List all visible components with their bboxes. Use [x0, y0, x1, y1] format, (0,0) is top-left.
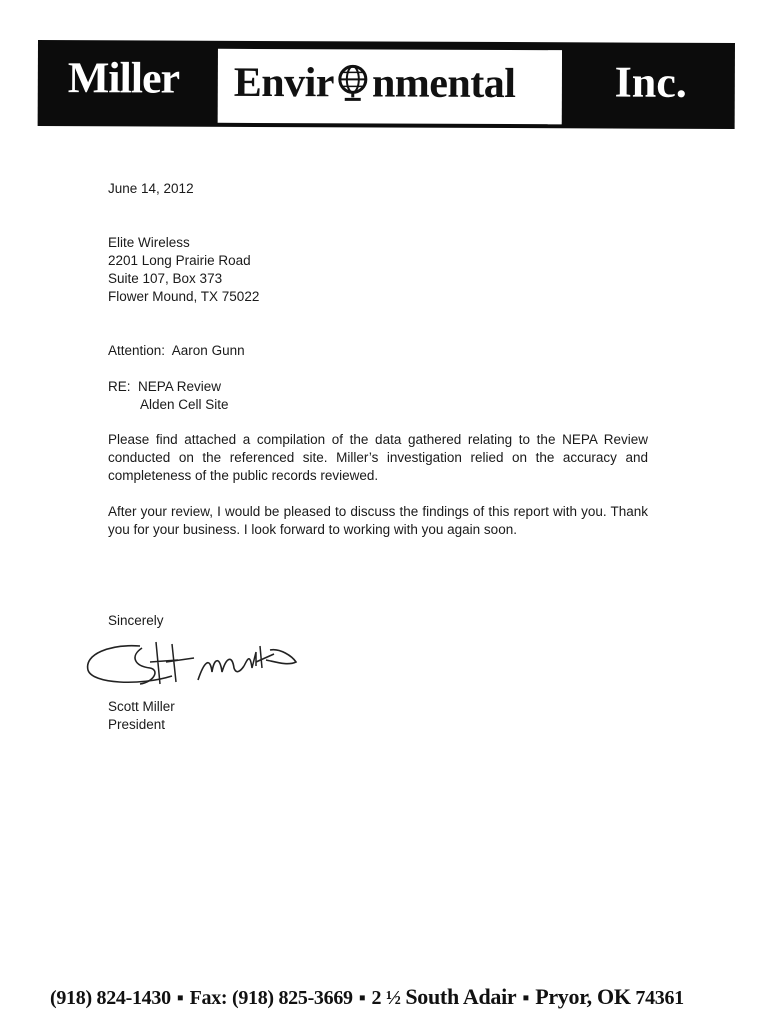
letterhead-inc: Inc.: [614, 57, 687, 107]
body-paragraph-2: After your review, I would be pleased to discuss the findings of this report with you. Thank you for your business. I look forward to working with you again soon.: [108, 504, 648, 537]
body-paragraph-1: Please find attached a compilation of the data gathered relating to the NEPA Review conducted on the referenced site. Miller’s investigation relied on the accuracy and completeness of the public records reviewed.: [108, 432, 648, 483]
separator-icon: ▪: [358, 987, 366, 1009]
letter-date: June 14, 2012: [108, 181, 194, 196]
re-site: Alden Cell Site: [140, 397, 229, 412]
letterhead-footer: [50, 984, 730, 1010]
footer-fax: Fax: (918) 825-3669: [189, 987, 353, 1009]
letterhead-middle-panel: [218, 49, 562, 125]
recipient-suite: Suite 107, Box 373: [108, 271, 223, 286]
footer-phone: (918) 824-1430: [50, 987, 171, 1009]
closing: Sincerely: [108, 613, 164, 628]
footer-zip: 74361: [635, 987, 684, 1009]
re-line: RE: NEPA Review: [108, 379, 222, 394]
footer-street: South Adair: [405, 984, 517, 1009]
footer-city: Pryor, OK: [535, 984, 631, 1009]
signer-name: Scott Miller: [108, 699, 175, 714]
recipient-city: Flower Mound, TX 75022: [108, 289, 260, 304]
separator-icon: ▪: [176, 987, 184, 1009]
signer-block: [108, 698, 175, 734]
attention-line: Attention: Aaron Gunn: [108, 343, 245, 358]
recipient-company: Elite Wireless: [108, 235, 190, 250]
separator-icon: ▪: [522, 987, 530, 1009]
globe-icon: [335, 62, 371, 102]
letterhead-miller: Miller: [67, 53, 180, 103]
signature-image: [80, 632, 310, 694]
recipient-address: [108, 234, 259, 306]
letterhead-environmental: Envir nmental: [233, 59, 516, 108]
recipient-street: 2201 Long Prairie Road: [108, 253, 251, 268]
footer-address-number: 2 ½: [371, 987, 401, 1009]
letterhead-banner: [38, 40, 735, 129]
signer-title: President: [108, 717, 166, 732]
re-block: [108, 378, 229, 414]
